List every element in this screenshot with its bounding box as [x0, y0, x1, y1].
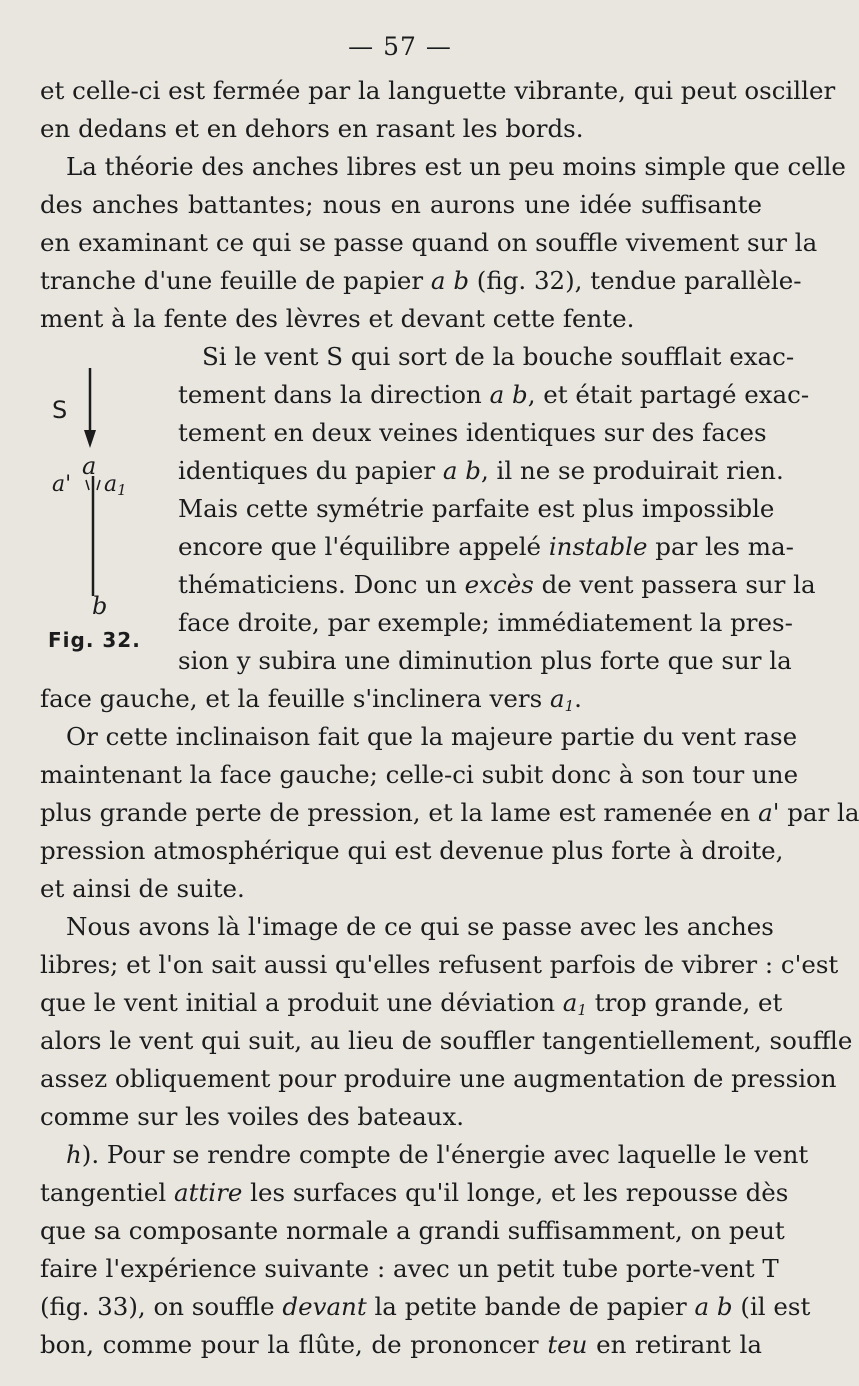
text-line: thématiciens. Donc un excès de vent passera sur la	[178, 570, 816, 599]
text-line: libres; et l'on sait aussi qu'elles refusent parfois de vibrer : c'est	[40, 950, 839, 979]
figure-label-s: S	[52, 396, 68, 424]
text-line: pression atmosphérique qui est devenue plus forte à droite,	[40, 836, 784, 865]
figure-caption: Fig. 32.	[48, 628, 141, 652]
page-number: — 57 —	[348, 32, 452, 61]
text-line: que le vent initial a produit une déviation $a_1$ trop grande, et	[40, 988, 783, 1019]
figure-label-a1: $a_1$	[104, 472, 127, 499]
text-line: identiques du papier a b, il ne se produirait rien.	[178, 456, 784, 485]
text-line: ment à la fente des lèvres et devant cette fente.	[40, 304, 635, 333]
figure-label-a-prime: a'	[52, 472, 72, 497]
text-line: que sa composante normale a grandi suffisamment, on peut	[40, 1216, 785, 1245]
text-line: faire l'expérience suivante : avec un petit tube porte-vent T	[40, 1254, 779, 1283]
text-line: Mais cette symétrie parfaite est plus impossible	[178, 494, 775, 523]
text-line: tement dans la direction a b, et était partagé exac-	[178, 380, 810, 409]
text-line: des anches battantes; nous en aurons une idée suffisante	[40, 190, 762, 219]
text-line: en examinant ce qui se passe quand on souffle vivement sur la	[40, 228, 818, 257]
figure-label-a: a	[82, 452, 97, 480]
text-line: La théorie des anches libres est un peu moins simple que celle	[66, 152, 846, 181]
text-line: Si le vent S qui sort de la bouche soufflait exac-	[202, 342, 795, 371]
figure-32	[40, 360, 170, 660]
text-line: Or cette inclinaison fait que la majeure partie du vent rase	[66, 722, 798, 751]
text-line: alors le vent qui suit, au lieu de souffler tangentiellement, souffle	[40, 1026, 853, 1055]
text-line: et celle-ci est fermée par la languette vibrante, qui peut osciller	[40, 76, 836, 105]
text-line: et ainsi de suite.	[40, 874, 245, 903]
text-line: Nous avons là l'image de ce qui se passe avec les anches	[66, 912, 774, 941]
text-line: en dedans et en dehors en rasant les bords.	[40, 114, 584, 143]
text-line: tranche d'une feuille de papier a b (fig. 32), tendue parallèle-	[40, 266, 802, 295]
text-line: assez obliquement pour produire une augmentation de pression	[40, 1064, 837, 1093]
text-line: comme sur les voiles des bateaux.	[40, 1102, 465, 1131]
text-line: encore que l'équilibre appelé instable par les ma-	[178, 532, 794, 561]
text-line: h). Pour se rendre compte de l'énergie avec laquelle le vent	[66, 1140, 809, 1169]
text-line: bon, comme pour la flûte, de prononcer teu en retirant la	[40, 1330, 763, 1359]
text-line: plus grande perte de pression, et la lame est ramenée en a' par la	[40, 798, 859, 827]
text-line: tement en deux veines identiques sur des faces	[178, 418, 767, 447]
text-line: tangentiel attire les surfaces qu'il longe, et les repousse dès	[40, 1178, 789, 1207]
text-line: face droite, par exemple; immédiatement la pres-	[178, 608, 793, 637]
text-line: sion y subira une diminution plus forte que sur la	[178, 646, 792, 675]
text-line: maintenant la face gauche; celle-ci subit donc à son tour une	[40, 760, 799, 789]
text-line: (fig. 33), on souffle devant la petite bande de papier a b (il est	[40, 1292, 811, 1321]
figure-label-b: b	[92, 592, 108, 620]
text-line: face gauche, et la feuille s'inclinera vers $a_1$.	[40, 684, 582, 715]
